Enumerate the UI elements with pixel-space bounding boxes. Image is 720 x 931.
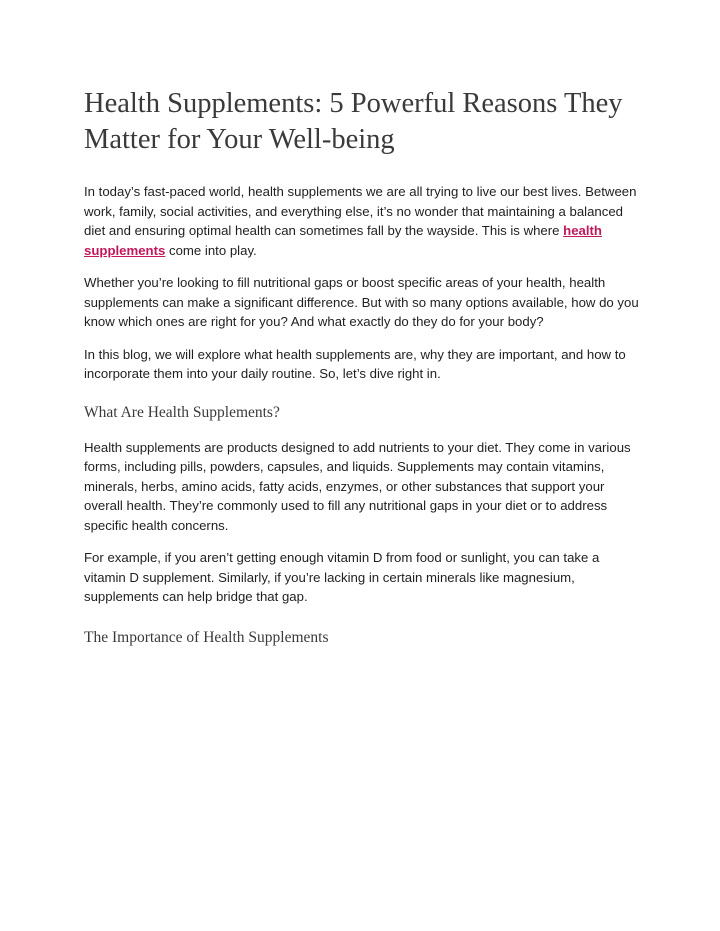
intro-paragraph (84, 182, 644, 260)
paragraph-3: In this blog, we will explore what health supplements are, why they are important, and how to incorporate them into your daily routine. So, let’s dive right in. (84, 346, 626, 381)
section-heading-what-are: What Are Health Supplements? (84, 403, 280, 421)
article-title: Health Supplements: 5 Powerful Reasons They Matter for Your Well-being (84, 88, 623, 155)
intro-text-before-link: In today’s fast-paced world, health supplements we are all trying to live our best lives. Between work, family, social activities, and everything else, it’s no wonder that maintaining a balanced diet and ensuring optimal health can sometimes fall by the wayside. This is where (84, 184, 637, 238)
health-supplements-link[interactable]: health supplements (84, 223, 602, 258)
section-1-paragraph-1: Health supplements are products designed to add nutrients to your diet. They come in various forms, including pills, powders, capsules, and liquids. Supplements may contain vitamins, minerals, herbs, amino acids, fatty acids, enzymes, or other substances that support your overall health. They’re commonly used to fill any nutritional gaps in your diet or to address specific health concerns. (84, 439, 631, 533)
intro-text-after-link: come into play. (165, 242, 257, 258)
section-heading-importance: The Importance of Health Supplements (84, 628, 329, 646)
paragraph-2: Whether you’re looking to fill nutritional gaps or boost specific areas of your health, health supplements can make a significant difference. But with so many options available, how do you know which ones are right for you? And what exactly do they do for your body? (84, 275, 639, 329)
document-page (84, 86, 644, 663)
section-1-paragraph-2: For example, if you aren’t getting enough vitamin D from food or sunlight, you can take a vitamin D supplement. Similarly, if you’re lacking in certain minerals like magnesium, supplements can help bridge that gap. (84, 550, 600, 604)
